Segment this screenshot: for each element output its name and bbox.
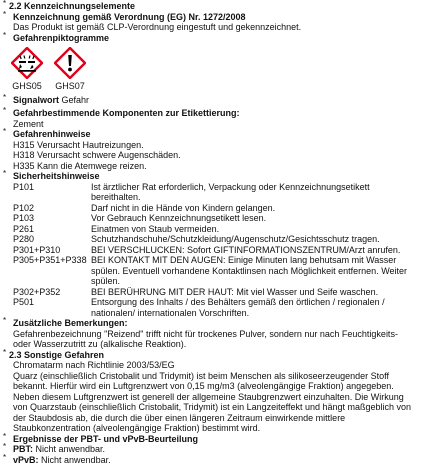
pictogram-row bbox=[4, 47, 418, 92]
precaution-row bbox=[4, 297, 418, 318]
pictogram-ghs05 bbox=[10, 47, 44, 92]
precaution-row bbox=[4, 245, 418, 256]
precaution-code: P302+P352 bbox=[13, 287, 91, 298]
star-marker: * bbox=[3, 106, 6, 117]
precaution-code: P261 bbox=[13, 224, 91, 235]
star-marker: * bbox=[3, 93, 6, 104]
quartz-paragraph: Quarz (einschließlich Cristobalit und Tridymit) ist beim Menschen als silikoseerzeugender Stoff bekannt. Hierfür wird ein Luftgrenzwert von 0,15 mg/m3 (alveolengängige Fraktion) angegeben. Neben diesem Luftgrenzwert ist generell der allgemeine Staubgrenzwert einzuhalten. Die Wirkung von Quarzstaub (einschließlich Cristobalit, Tridymit) ist ein Langzeiteffekt und hängt maßgeblich von der Staubdosis ab, die durch die über einen längeren Zeitraum einwirkende mittlere Staubkonzentration (alveolengängige Fraktion) bestimmt wird. bbox=[4, 371, 418, 434]
precaution-text: Ist ärztlicher Rat erforderlich, Verpackung oder Kennzeichnungsetikett bereithalten. bbox=[91, 182, 418, 203]
precaution-code: P103 bbox=[13, 213, 91, 224]
precaution-list bbox=[4, 182, 418, 319]
precaution-row bbox=[4, 224, 418, 235]
precaution-row bbox=[4, 213, 418, 224]
star-marker: * bbox=[3, 442, 6, 453]
regulation-text: Das Produkt ist gemäß CLP-Verordnung eingestuft und gekennzeichnet. bbox=[4, 22, 418, 33]
precaution-code: P305+P351+P338 bbox=[13, 255, 91, 287]
star-marker: * bbox=[3, 0, 6, 10]
additional-remarks-text: Gefahrenbezeichnung "Reizend" trifft nicht für trockenes Pulver, sondern nur nach Feuchtigkeits- oder Wasserzutritt zu (alkalische Reaktion). bbox=[4, 329, 418, 350]
vpvb-line: * vPvB: Nicht anwendbar. bbox=[4, 455, 418, 465]
regulation-title: * Kennzeichnung gemäß Verordnung (EG) Nr. 1272/2008 bbox=[4, 12, 418, 23]
star-marker: * bbox=[3, 453, 6, 464]
precaution-code: P102 bbox=[13, 203, 91, 214]
hazard-statement: H315 Verursacht Hautreizungen. bbox=[4, 140, 418, 151]
hazard-statements-title: * Gefahrenhinweise bbox=[4, 129, 418, 140]
hazard-statement: H335 Kann die Atemwege reizen. bbox=[4, 161, 418, 172]
precaution-text: Entsorgung des Inhalts / des Behälters gemäß den örtlichen / regionalen / nationalen/ internationalen Vorschriften. bbox=[91, 297, 418, 318]
precaution-text: Einatmen von Staub vermeiden. bbox=[91, 224, 418, 235]
pictogram-code: GHS05 bbox=[10, 81, 44, 92]
precaution-row bbox=[4, 234, 418, 245]
precaution-text: Schutzhandschuhe/Schutzkleidung/Augenschutz/Gesichtsschutz tragen. bbox=[91, 234, 418, 245]
exclamation-mark-icon bbox=[54, 47, 86, 79]
star-marker: * bbox=[3, 169, 6, 180]
precaution-code: P301+P310 bbox=[13, 245, 91, 256]
section-heading-2-2: * 2.2 Kennzeichnungselemente bbox=[4, 1, 418, 12]
corrosion-icon bbox=[11, 47, 43, 79]
additional-remarks-title: * Zusätzliche Bemerkungen: bbox=[4, 318, 418, 329]
star-marker: * bbox=[3, 432, 6, 443]
precautionary-statements-title: * Sicherheitshinweise bbox=[4, 171, 418, 182]
precaution-code: P501 bbox=[13, 297, 91, 318]
precaution-code: P101 bbox=[13, 182, 91, 203]
precaution-row bbox=[4, 182, 418, 203]
precaution-text: Vor Gebrauch Kennzeichnungsetikett lesen. bbox=[91, 213, 418, 224]
star-marker: * bbox=[3, 10, 6, 21]
precaution-row bbox=[4, 255, 418, 287]
star-marker: * bbox=[3, 31, 6, 42]
pictogram-code: GHS07 bbox=[53, 81, 87, 92]
hazard-statement: H318 Verursacht schwere Augenschäden. bbox=[4, 150, 418, 161]
signal-word: * Signalwort Gefahr bbox=[4, 95, 418, 106]
precaution-row bbox=[4, 203, 418, 214]
star-marker: * bbox=[3, 127, 6, 138]
star-marker: * bbox=[3, 348, 6, 359]
pictogram-ghs07 bbox=[53, 47, 87, 92]
precaution-row bbox=[4, 287, 418, 298]
precaution-text: BEI VERSCHLUCKEN: Sofort GIFTINFORMATIONSZENTRUM/Arzt anrufen. bbox=[91, 245, 418, 256]
components-value: Zement bbox=[4, 119, 418, 130]
precaution-code: P280 bbox=[13, 234, 91, 245]
section-heading-2-3: * 2.3 Sonstige Gefahren bbox=[4, 350, 418, 361]
precaution-text: Darf nicht in die Hände von Kindern gelangen. bbox=[91, 203, 418, 214]
precaution-text: BEI BERÜHRUNG MIT DER HAUT: Mit viel Wasser und Seife waschen. bbox=[91, 287, 418, 298]
precaution-text: BEI KONTAKT MIT DEN AUGEN: Einige Minuten lang behutsam mit Wasser spülen. Eventuell vorhandene Kontaktlinsen nach Möglichkeit entfernen. Weiter spülen. bbox=[91, 255, 418, 287]
star-marker: * bbox=[3, 316, 6, 327]
pictograms-title: * Gefahrenpiktogramme bbox=[4, 33, 418, 44]
chromate-note: Chromatarm nach Richtlinie 2003/53/EG bbox=[4, 360, 418, 371]
pbt-line: * PBT: Nicht anwendbar. bbox=[4, 444, 418, 455]
components-title: * Gefahrbestimmende Komponenten zur Etikettierung: bbox=[4, 108, 418, 119]
pbt-results-title: * Ergebnisse der PBT- und vPvB-Beurteilung bbox=[4, 434, 418, 445]
